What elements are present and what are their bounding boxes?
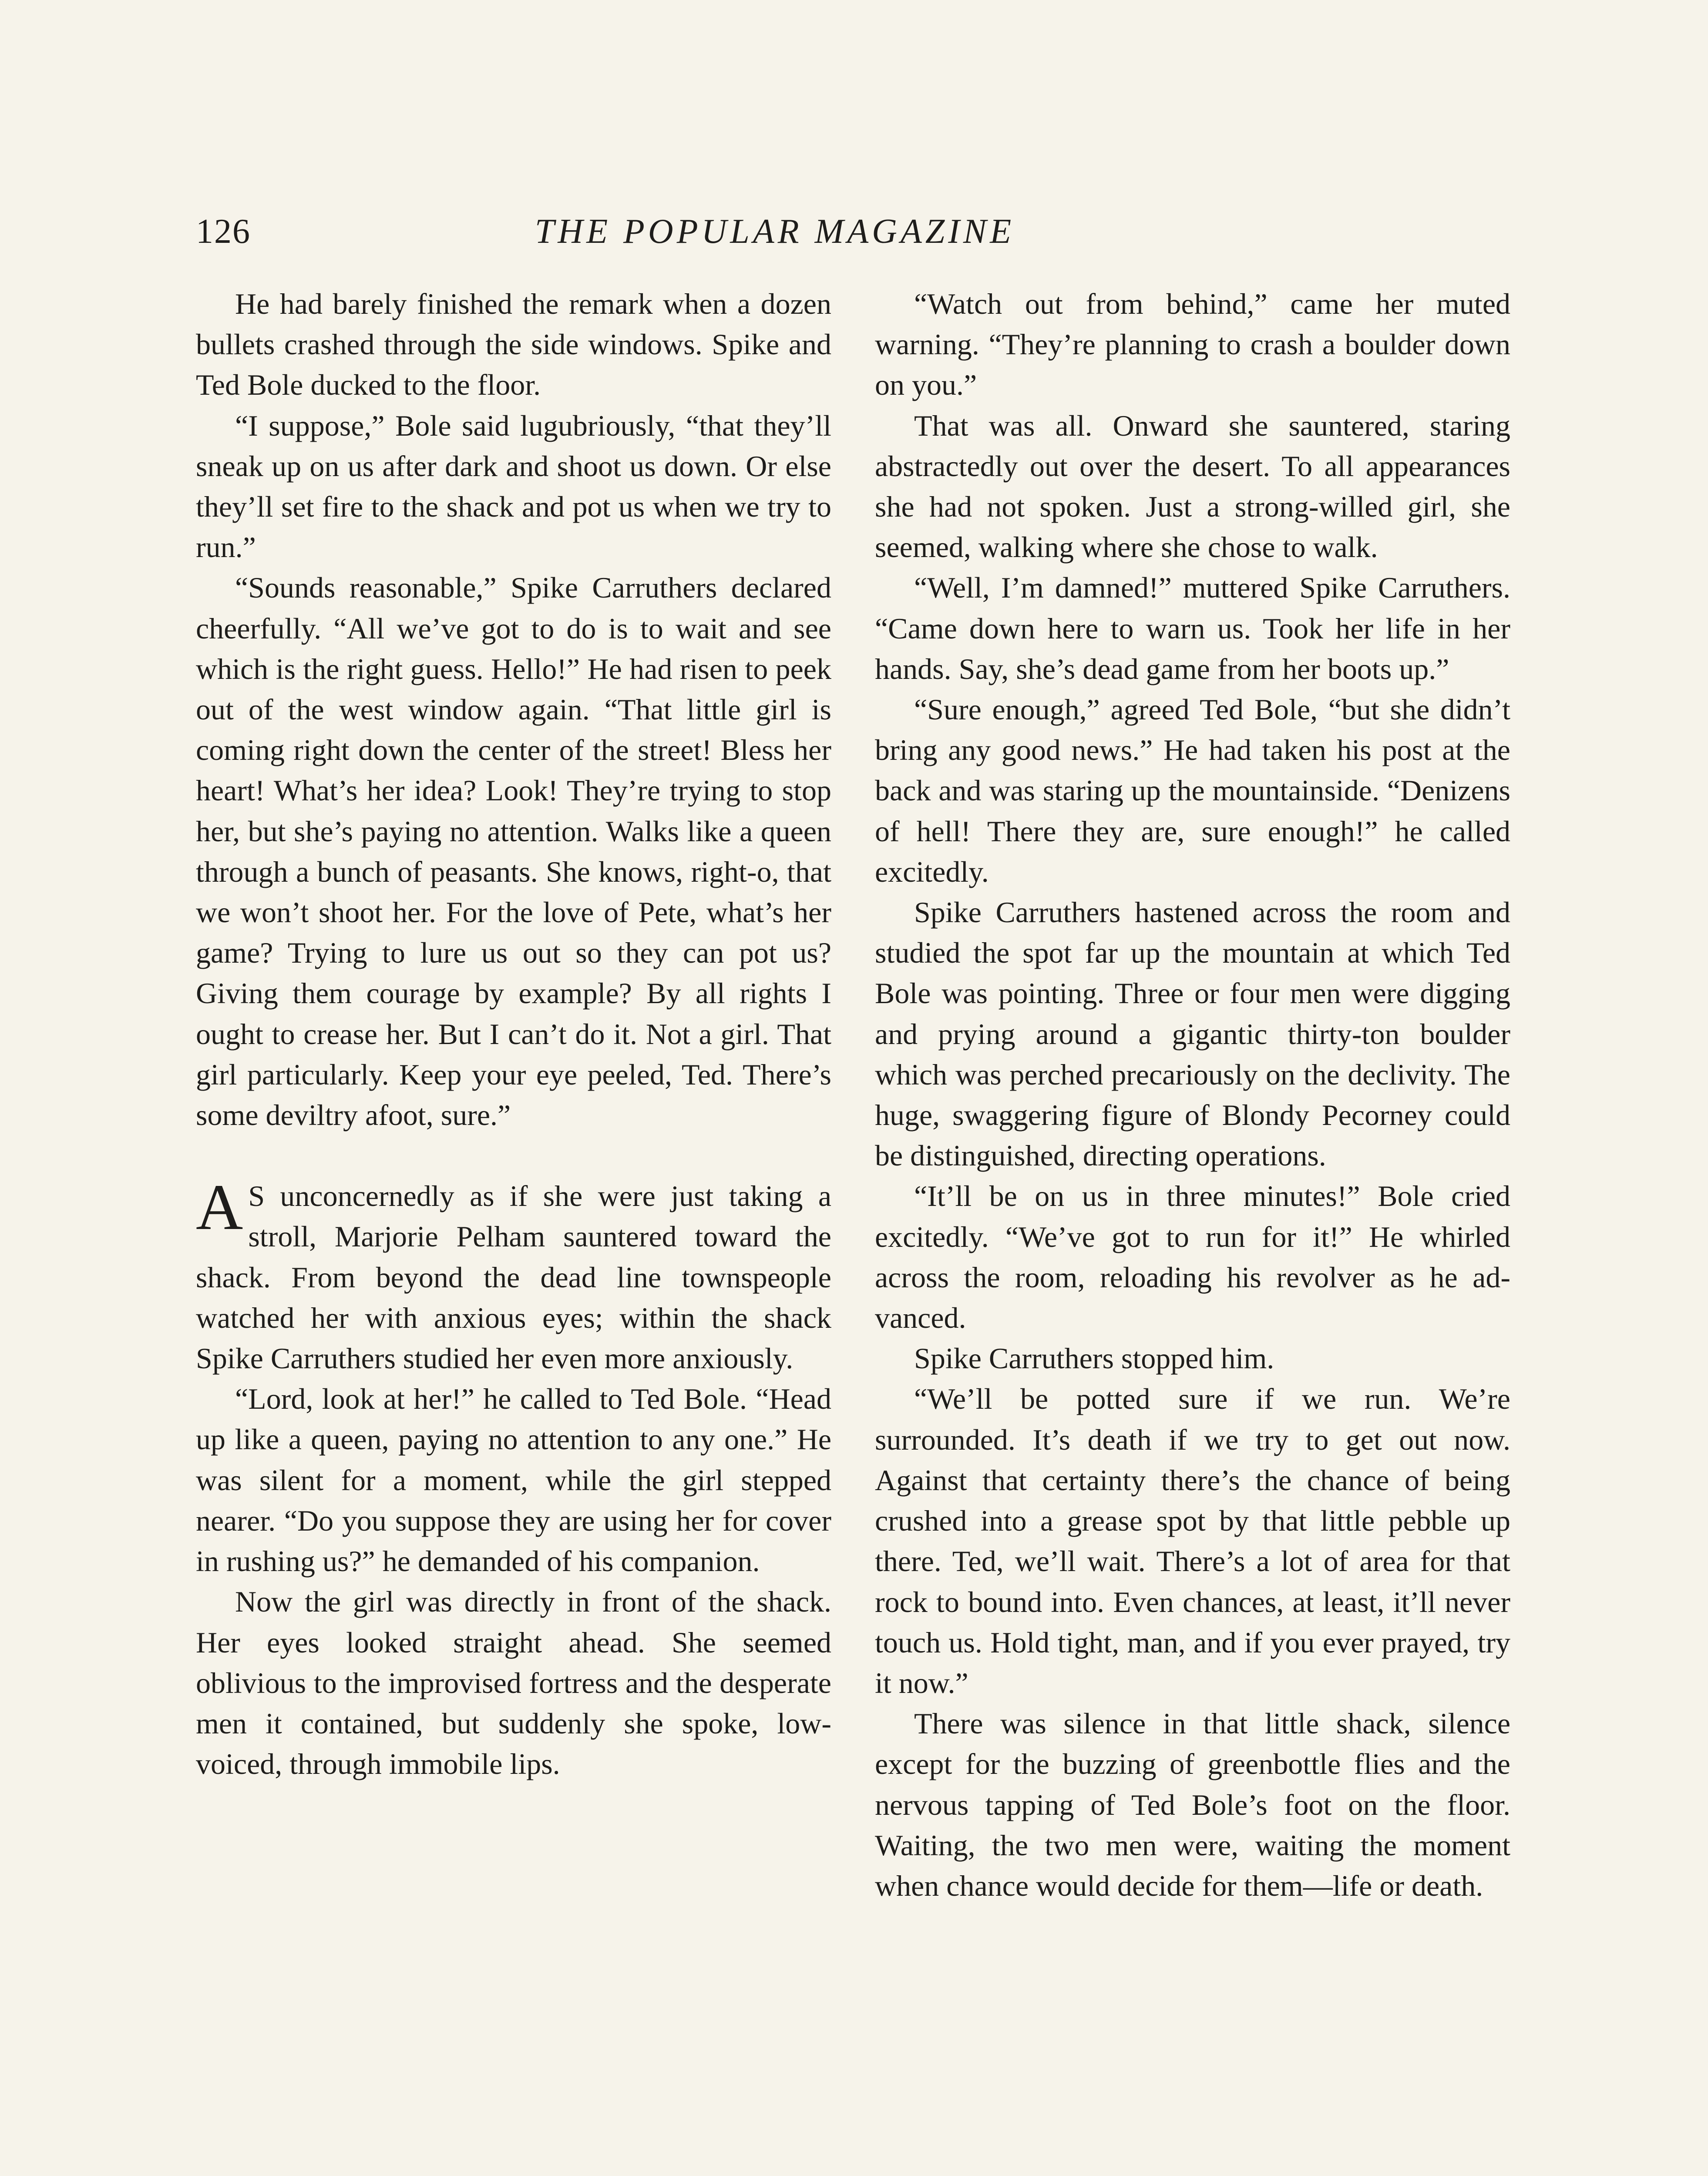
paragraph: “Well, I’m damned!” muttered Spike Carruthers. “Came down here to warn us. Took her life in her hands. Say, she’s dead game from her boots up.” <box>875 571 1510 685</box>
paragraph: That was all. Onward she sauntered, staring abstractedly out over the desert. To all appearances she had not spoken. Just a strong-willed girl, she seemed, walking where she chose to walk. <box>875 409 1510 564</box>
drop-cap: A <box>196 1171 243 1244</box>
paragraph: There was silence in that little shack, silence except for the buzzing of greenbottle flies and the nervous tapping of Ted Bole’s foot on the floor. Waiting, the two men were, waiting the moment when chance would decide for them—life or death. <box>875 1707 1510 1902</box>
page-header <box>196 201 1136 262</box>
paragraph: “We’ll be potted sure if we run. We’re surrounded. It’s death if we try to get out now. Against that certainty there’s the chance of being crushed into a grease spot by that little pebble up there. Ted, we’ll wait. There’s a lot of area for that rock to bound into. Even chances, at least, it’ll never touch us. Hold tight, man, and if you ever prayed, try it now.” <box>875 1382 1510 1699</box>
page-number: 126 <box>196 212 251 251</box>
left-column <box>196 284 831 1784</box>
paragraph: “Sure enough,” agreed Ted Bole, “but she didn’t bring any good news.” He had taken his post at the back and was staring up the mountainside. “Denizens of hell! There they are, sure enough!” he called excitedly. <box>875 693 1510 888</box>
paragraph: He had barely finished the remark when a dozen bullets crashed through the side windows. Spike and Ted Bole ducked to the floor. <box>196 287 831 402</box>
section-start-paragraph <box>196 1171 831 1379</box>
paragraph: “Watch out from behind,” came her muted warning. “They’re planning to crash a boulder down on you.” <box>875 287 1510 402</box>
paragraph: Now the girl was directly in front of the shack. Her eyes looked straight ahead. She seemed oblivious to the improvised fortress and the desperate men it contained, but suddenly she spoke, low-voiced, through immobile lips. <box>196 1585 831 1781</box>
right-column <box>875 284 1510 1906</box>
paragraph: “Lord, look at her!” he called to Ted Bole. “Head up like a queen, paying no attention to any one.” He was silent for a moment, while the girl stepped nearer. “Do you suppose they are using her for cover in rushing us?” he demanded of his companion. <box>196 1382 831 1578</box>
paragraph: “It’ll be on us in three minutes!” Bole cried excitedly. “We’ve got to run for it!” He whirled across the room, reloading his revolver as he advanced. <box>875 1179 1510 1335</box>
paragraph: “Sounds reasonable,” Spike Carruthers declared cheerfully. “All we’ve got to do is to wait and see which is the right guess. Hello!” He had risen to peek out of the west window again. “That little girl is coming right down the center of the street! Bless her heart! What’s her idea? Look! They’re trying to stop her, but she’s paying no attention. Walks like a queen through a bunch of peasants. She knows, right-o, that we won’t shoot her. For the love of Pete, what’s her game? Trying to lure us out so they can pot us? Giving them courage by example? By all rights I ought to crease her. But I can’t do it. Not a girl. That girl particularly. Keep your eye peeled, Ted. There’s some deviltry afoot, sure.” <box>196 571 831 1132</box>
paragraph: Spike Carruthers hastened across the room and studied the spot far up the mountain at which Ted Bole was pointing. Three or four men were digging and prying around a gigantic thirty-ton boulder which was perched precariously on the declivity. The huge, swaggering figure of Blondy Pecorney could be distinguished, directing operations. <box>875 896 1510 1172</box>
section-start-text: S unconcernedly as if she were just taking a stroll, Marjorie Pelham sauntered toward the shack. From beyond the dead line townspeople watched her with anxious eyes; within the shack Spike Carruthers studied her even more anxiously. <box>196 1179 831 1375</box>
paragraph: Spike Carruthers stopped him. <box>914 1342 1274 1375</box>
paragraph: “I suppose,” Bole said lugubriously, “that they’ll sneak up on us after dark and shoot us down. Or else they’ll set fire to the shack and pot us when we try to run.” <box>196 409 831 564</box>
running-title: THE POPULAR MAGAZINE <box>535 212 1015 251</box>
